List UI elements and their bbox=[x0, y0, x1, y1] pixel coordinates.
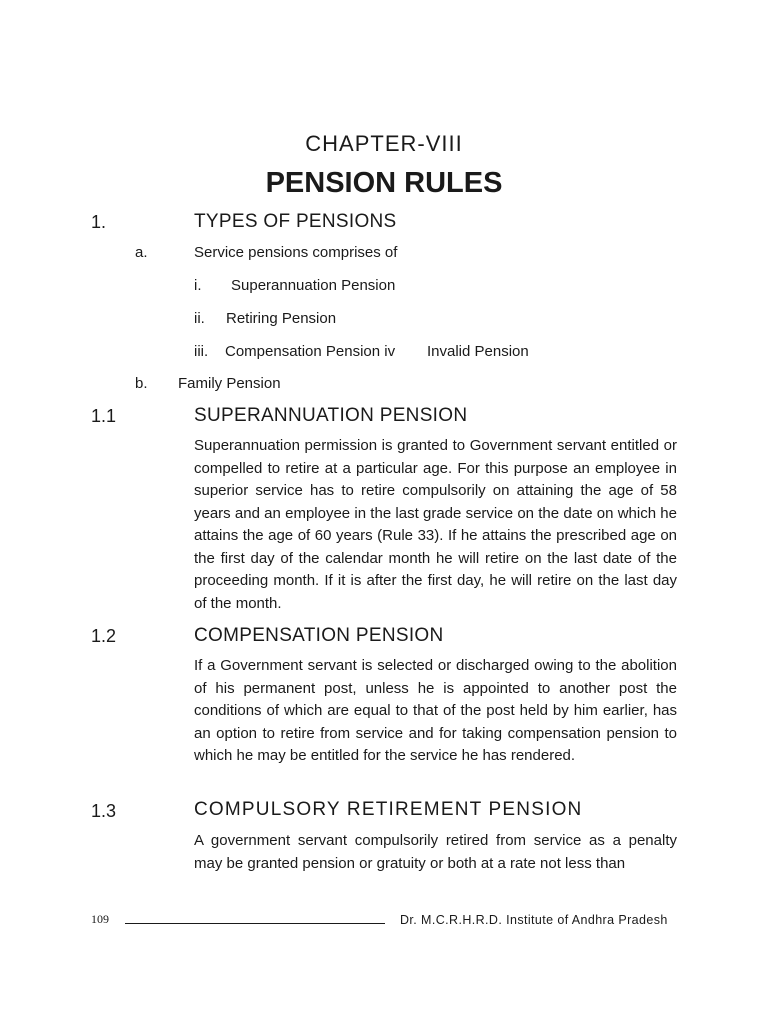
list-marker: a. bbox=[135, 244, 148, 261]
chapter-label: CHAPTER-VIII bbox=[305, 131, 463, 156]
section-number: 1.2 bbox=[91, 626, 117, 646]
section-heading: SUPERANNUATION PENSION bbox=[194, 405, 468, 426]
section-number: 1.3 bbox=[91, 801, 117, 821]
list-item: Superannuation Pension bbox=[231, 277, 396, 294]
list-item: Invalid Pension bbox=[427, 343, 529, 360]
list-item: Compensation Pension iv bbox=[225, 343, 396, 360]
footer-rule bbox=[125, 923, 385, 924]
section-heading: TYPES OF PENSIONS bbox=[194, 211, 397, 232]
list-item: Service pensions comprises of bbox=[194, 244, 398, 261]
section-heading: COMPULSORY RETIREMENT PENSION bbox=[194, 799, 583, 820]
paragraph: If a Government servant is selected or discharged owing to the abolition of his permanent post, unless he is appointed to another post the conditions of which are equal to that of the post held by him earlier, has an option to retire from service and for taking compensation pension to which he may be entitled for the service he has rendered. bbox=[194, 657, 677, 764]
section-number: 1.1 bbox=[91, 406, 117, 426]
footer-institute: Dr. M.C.R.H.R.D. Institute of Andhra Pradesh bbox=[400, 913, 668, 927]
section-heading: COMPENSATION PENSION bbox=[194, 625, 444, 646]
paragraph: Superannuation permission is granted to Government servant entitled or compelled to retire at a particular age. For this purpose an employee in superior service has to retire compulsorily on attaining the age of 58 years and an employee in the last grade service on the date on which he attains the age of 60 years (Rule 33). If he attains the prescribed age on the first day of the calendar month he will retire on the last date of the proceeding month. If it is after the first day, he will retire on the last day of the month. bbox=[194, 437, 677, 612]
list-item: Retiring Pension bbox=[226, 310, 337, 327]
section-number: 1. bbox=[91, 212, 107, 232]
list-marker: i. bbox=[194, 277, 202, 294]
page-number: 109 bbox=[91, 912, 109, 926]
list-marker: iii. bbox=[194, 343, 209, 360]
list-marker: b. bbox=[135, 375, 148, 392]
list-marker: ii. bbox=[194, 310, 205, 327]
paragraph: A government servant compulsorily retired from service as a penalty may be granted pension or gratuity or both at a rate not less than bbox=[194, 832, 677, 872]
page-title: PENSION RULES bbox=[265, 167, 503, 199]
list-item: Family Pension bbox=[178, 375, 281, 392]
